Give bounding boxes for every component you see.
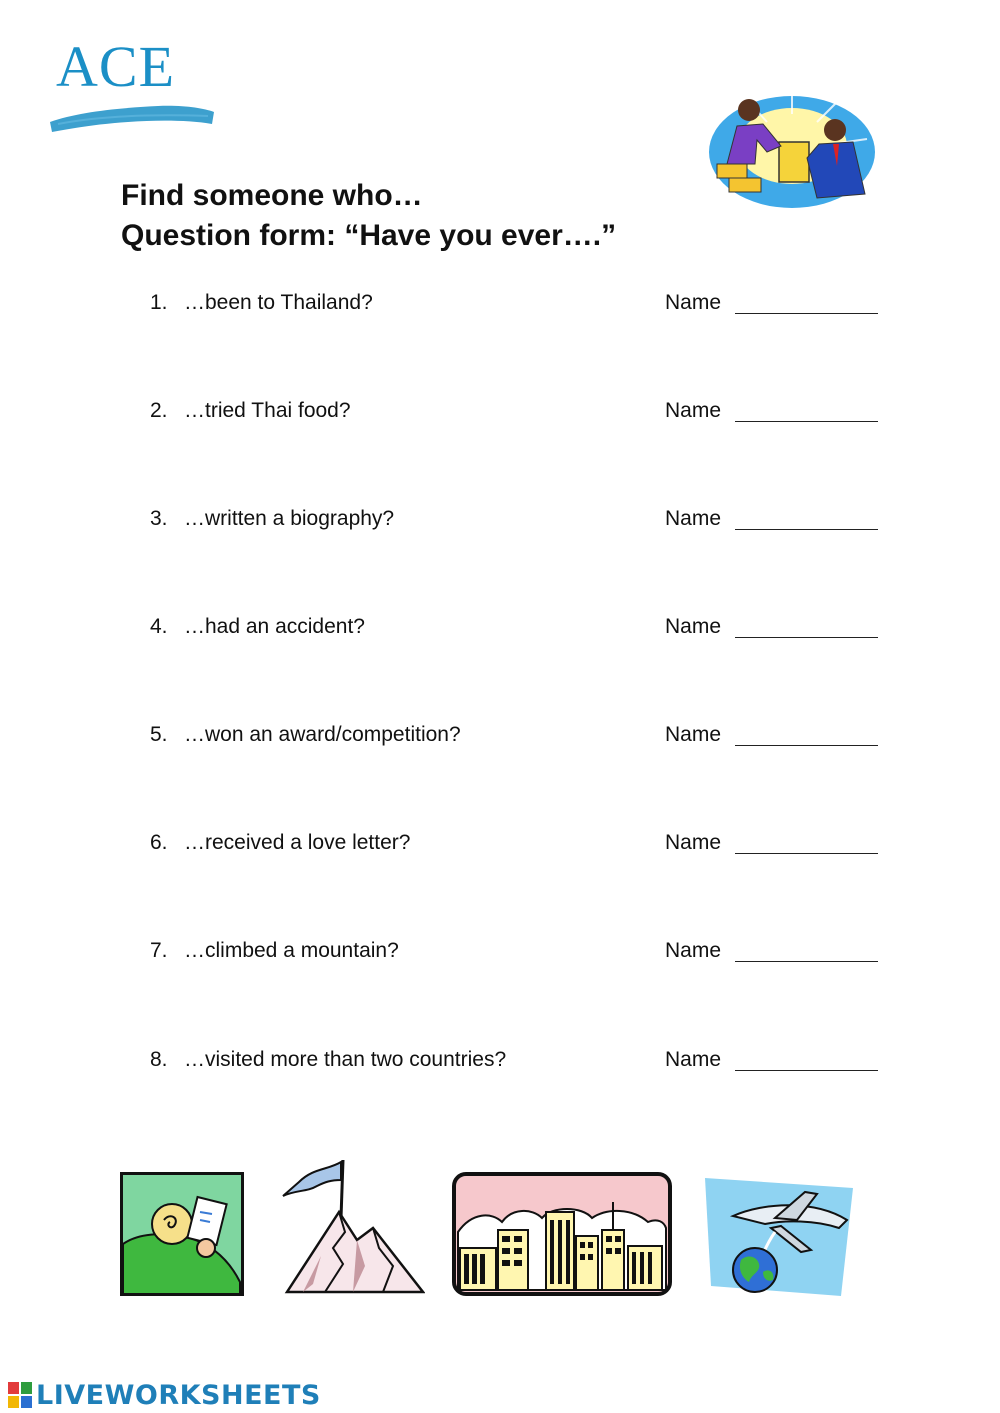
name-label: Name	[665, 1048, 722, 1071]
person-writing-icon	[120, 1172, 244, 1296]
airplane-globe-icon	[705, 1176, 855, 1298]
name-blank-field[interactable]	[735, 745, 878, 746]
title-line-2: Question form: “Have you ever….”	[121, 219, 617, 252]
question-text: …received a love letter?	[184, 831, 411, 854]
worksheet-title	[121, 176, 616, 256]
list-item	[150, 831, 880, 861]
liveworksheets-footer	[8, 1378, 321, 1412]
business-people-icon	[707, 94, 877, 210]
name-label: Name	[665, 939, 722, 962]
name-blank-field[interactable]	[735, 421, 878, 422]
question-number: 5.	[150, 723, 168, 746]
mountain-flag-icon	[273, 1156, 425, 1296]
list-item	[150, 1048, 880, 1078]
question-text: …won an award/competition?	[184, 723, 461, 746]
name-blank-field[interactable]	[735, 961, 878, 962]
list-item	[150, 723, 880, 753]
brush-stroke-icon	[48, 94, 218, 134]
question-number: 6.	[150, 831, 168, 854]
ace-logo	[48, 34, 218, 133]
name-label: Name	[665, 615, 722, 638]
name-label: Name	[665, 399, 722, 422]
city-skyline-icon	[452, 1172, 672, 1296]
name-label: Name	[665, 723, 722, 746]
name-blank-field[interactable]	[735, 637, 878, 638]
list-item	[150, 507, 880, 537]
name-blank-field[interactable]	[735, 529, 878, 530]
question-text: …climbed a mountain?	[184, 939, 399, 962]
question-number: 8.	[150, 1048, 168, 1071]
list-item	[150, 399, 880, 429]
question-number: 4.	[150, 615, 168, 638]
list-item	[150, 939, 880, 969]
question-number: 3.	[150, 507, 168, 530]
question-text: …tried Thai food?	[184, 399, 351, 422]
name-blank-field[interactable]	[735, 313, 878, 314]
question-text: …visited more than two countries?	[184, 1048, 507, 1071]
question-text: …been to Thailand?	[184, 291, 373, 314]
name-label: Name	[665, 291, 722, 314]
question-number: 1.	[150, 291, 168, 314]
list-item	[150, 615, 880, 645]
name-blank-field[interactable]	[735, 853, 878, 854]
question-number: 7.	[150, 939, 168, 962]
name-blank-field[interactable]	[735, 1070, 878, 1071]
list-item	[150, 291, 880, 321]
question-text: …had an accident?	[184, 615, 365, 638]
ace-logo-text: ACE	[56, 34, 175, 99]
question-text: …written a biography?	[184, 507, 395, 530]
footer-brand: LIVEWORKSHEETS	[36, 1379, 321, 1411]
question-number: 2.	[150, 399, 168, 422]
name-label: Name	[665, 831, 722, 854]
liveworksheets-logo-icon	[8, 1382, 32, 1408]
title-line-1: Find someone who…	[121, 179, 423, 212]
name-label: Name	[665, 507, 722, 530]
